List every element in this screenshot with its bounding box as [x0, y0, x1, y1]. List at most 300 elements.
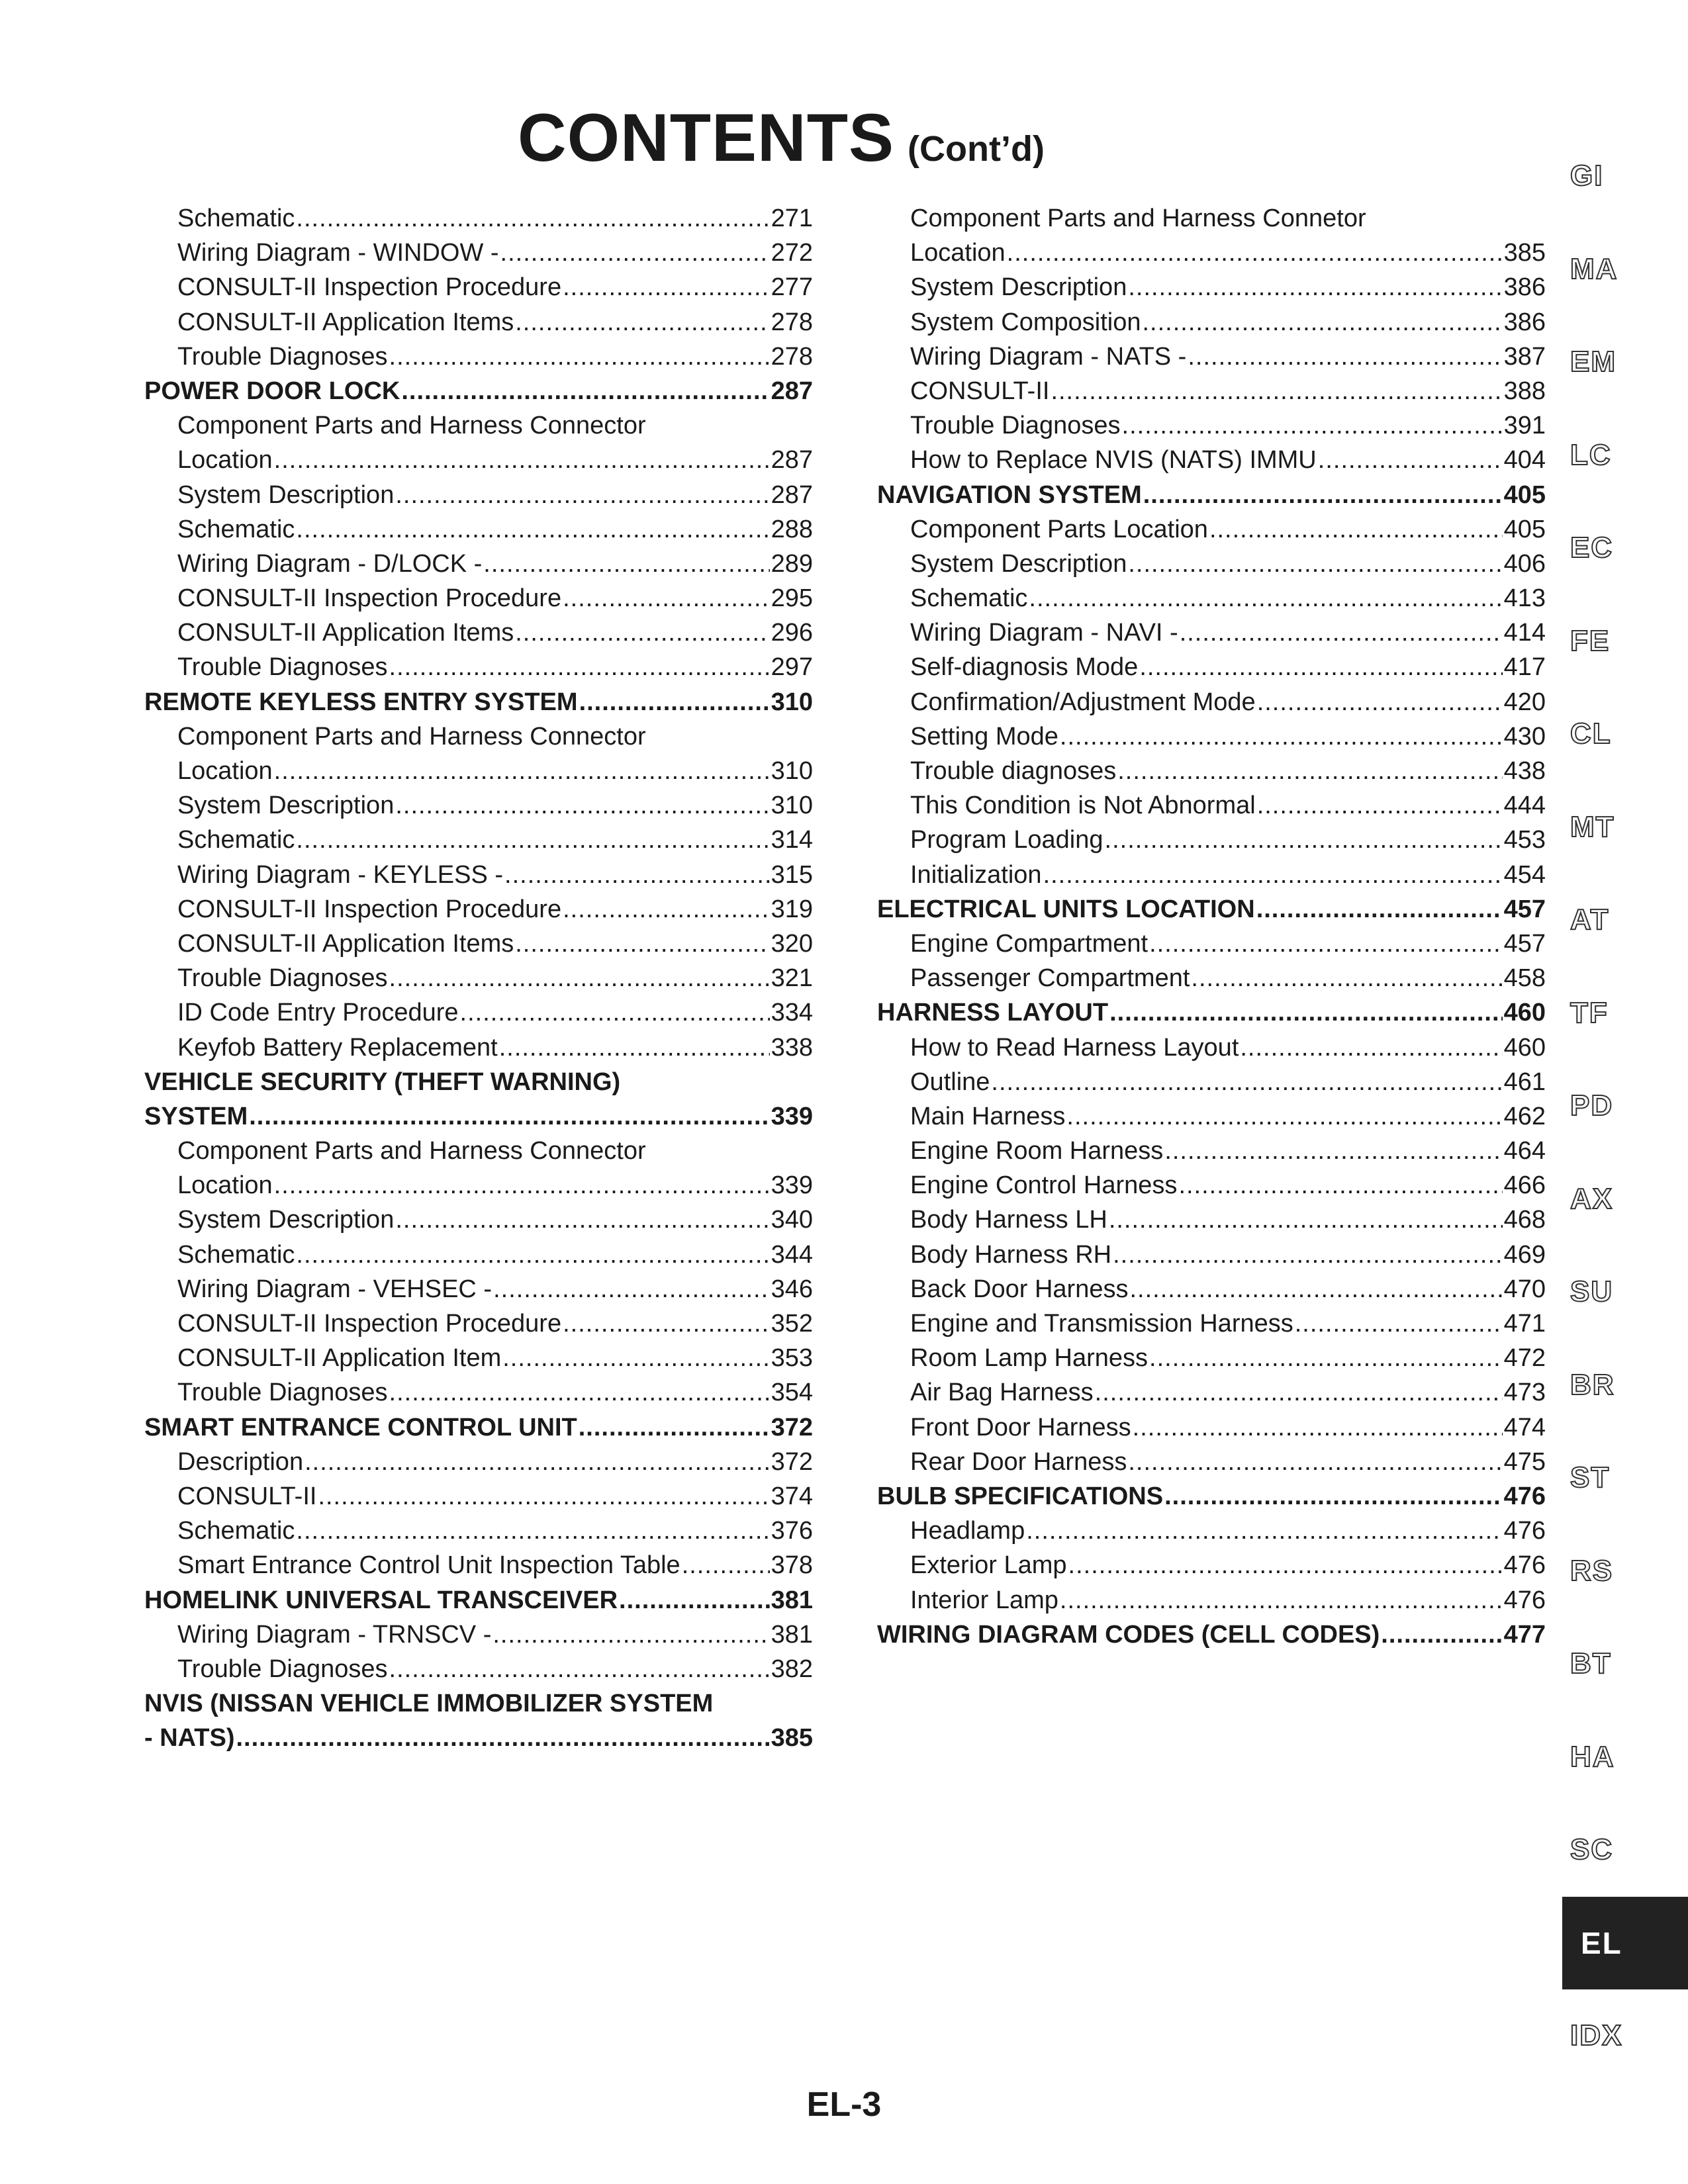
- toc-page-number: 315: [771, 860, 813, 889]
- dot-leader: [249, 1099, 769, 1134]
- toc-section-entry[interactable]: [144, 374, 813, 408]
- dot-leader: [1060, 1583, 1503, 1617]
- toc-entry-label: Component Parts and Harness Connetor: [910, 205, 1366, 232]
- toc-entry[interactable]: [144, 512, 813, 547]
- toc-page-number: 404: [1503, 446, 1546, 475]
- toc-entry[interactable]: [144, 443, 813, 477]
- toc-page-number: 420: [1503, 688, 1546, 716]
- toc-entry-label: Setting Mode: [910, 722, 1058, 751]
- toc-entry-label: Location: [910, 239, 1006, 267]
- toc-entry-label: Trouble Diagnoses: [177, 964, 388, 993]
- dot-leader: [274, 1168, 770, 1203]
- toc-entry-label: BULB SPECIFICATIONS: [877, 1482, 1164, 1510]
- toc-page-number: 277: [771, 273, 813, 302]
- toc-entry-label: ELECTRICAL UNITS LOCATION: [877, 895, 1255, 923]
- toc-entry[interactable]: [877, 823, 1546, 857]
- toc-page-number: 346: [771, 1275, 813, 1303]
- toc-entry[interactable]: [144, 650, 813, 684]
- section-tab-ec[interactable]: EC: [1570, 531, 1614, 565]
- toc-entry-label: Keyfob Battery Replacement: [177, 1033, 498, 1062]
- dot-leader: [1209, 512, 1503, 547]
- toc-entry[interactable]: [877, 305, 1546, 340]
- dot-leader: [296, 823, 769, 857]
- toc-entry[interactable]: [877, 1099, 1546, 1134]
- toc-page-number: 320: [771, 929, 813, 958]
- section-tab-tf[interactable]: TF: [1570, 996, 1609, 1029]
- toc-entry-label: Trouble Diagnoses: [177, 653, 388, 682]
- toc-page-number: 353: [771, 1344, 813, 1373]
- toc-entry-label: POWER DOOR LOCK: [144, 377, 400, 405]
- toc-page-number: 468: [1503, 1206, 1546, 1234]
- dot-leader: [389, 650, 770, 684]
- dot-leader: [1007, 236, 1503, 270]
- toc-page-number: 297: [771, 653, 813, 682]
- toc-entry-label: Schematic: [177, 1240, 295, 1269]
- toc-entry[interactable]: [877, 1203, 1546, 1237]
- toc-entry[interactable]: [144, 823, 813, 857]
- toc-page-number: 295: [771, 584, 813, 613]
- toc-page-number: 271: [771, 205, 813, 232]
- toc-page-number: 378: [771, 1551, 813, 1580]
- section-tab-gi[interactable]: GI: [1570, 159, 1604, 193]
- dot-leader: [1095, 1375, 1503, 1410]
- section-tab-ax[interactable]: AX: [1570, 1182, 1614, 1215]
- toc-entry-label: How to Replace NVIS (NATS) IMMU: [910, 446, 1317, 475]
- toc-page-number: 278: [771, 342, 813, 371]
- toc-page-number: 405: [1503, 480, 1546, 509]
- toc-entry-label: VEHICLE SECURITY (THEFT WARNING): [144, 1068, 621, 1096]
- toc-page-number: 288: [771, 515, 813, 543]
- toc-entry[interactable]: [877, 374, 1546, 408]
- toc-page-number: 386: [1503, 273, 1546, 302]
- toc-entry-label: Description: [177, 1447, 304, 1476]
- toc-entry[interactable]: [144, 1134, 813, 1168]
- dot-leader: [1188, 340, 1502, 374]
- toc-page-number: 414: [1503, 619, 1546, 647]
- toc-section-entry[interactable]: [144, 1065, 813, 1099]
- dot-leader: [1164, 1134, 1502, 1168]
- toc-page-number: 454: [1503, 860, 1546, 889]
- dot-leader: [500, 236, 770, 270]
- toc-page-number: 472: [1503, 1344, 1546, 1373]
- dot-leader: [483, 547, 769, 581]
- toc-page-number: 339: [771, 1102, 813, 1130]
- toc-section-entry[interactable]: [144, 685, 813, 719]
- toc-page-number: 475: [1503, 1447, 1546, 1476]
- toc-section-entry[interactable]: [144, 1721, 813, 1755]
- toc-entry-label: Headlamp: [910, 1517, 1025, 1545]
- toc-entry-label: NAVIGATION SYSTEM: [877, 480, 1142, 509]
- toc-page-number: 469: [1503, 1240, 1546, 1269]
- toc-entry-label: Location: [177, 757, 273, 785]
- toc-entry-label: Schematic: [910, 584, 1028, 613]
- toc-page-number: 374: [771, 1482, 813, 1510]
- toc-entry[interactable]: [877, 270, 1546, 304]
- toc-page-number: 344: [771, 1240, 813, 1269]
- dot-leader: [389, 1375, 770, 1410]
- toc-entry-label: System Composition: [910, 308, 1141, 336]
- toc-entry[interactable]: [144, 1652, 813, 1686]
- toc-entry[interactable]: [144, 408, 813, 443]
- toc-page-number: 386: [1503, 308, 1546, 336]
- dot-leader: [619, 1583, 770, 1617]
- dot-leader: [515, 927, 769, 961]
- toc-entry[interactable]: [877, 512, 1546, 547]
- dot-leader: [1257, 685, 1503, 719]
- toc-entry[interactable]: [144, 1272, 813, 1306]
- toc-entry-label: Exterior Lamp: [910, 1551, 1067, 1580]
- toc-entry[interactable]: [144, 1479, 813, 1514]
- toc-entry-label: This Condition is Not Abnormal: [910, 792, 1256, 820]
- toc-entry[interactable]: [144, 615, 813, 650]
- toc-entry[interactable]: [877, 581, 1546, 615]
- toc-section-entry[interactable]: [877, 478, 1546, 512]
- toc-page-number: 474: [1503, 1413, 1546, 1441]
- toc-page-number: 413: [1503, 584, 1546, 613]
- toc-entry[interactable]: [877, 547, 1546, 581]
- toc-entry[interactable]: [877, 340, 1546, 374]
- dot-leader: [1026, 1514, 1502, 1548]
- toc-entry-label: Schematic: [177, 515, 295, 543]
- toc-page-number: 444: [1503, 792, 1546, 820]
- toc-entry[interactable]: [144, 1617, 813, 1652]
- toc-page-number: 287: [771, 446, 813, 475]
- dot-leader: [1139, 650, 1502, 684]
- section-tab-em[interactable]: EM: [1570, 345, 1617, 379]
- toc-entry[interactable]: [877, 443, 1546, 477]
- dot-leader: [1029, 581, 1502, 615]
- dot-leader: [1051, 374, 1502, 408]
- toc-entry-label: WIRING DIAGRAM CODES (CELL CODES): [877, 1620, 1380, 1649]
- section-tab-su[interactable]: SU: [1570, 1275, 1614, 1308]
- toc-page-number: 319: [771, 895, 813, 923]
- dot-leader: [401, 374, 769, 408]
- toc-page-number: 430: [1503, 722, 1546, 751]
- toc-section-entry[interactable]: [877, 892, 1546, 927]
- toc-entry-label: CONSULT-II Inspection Procedure: [177, 584, 562, 613]
- section-tab-rs[interactable]: RS: [1570, 1554, 1614, 1587]
- section-tab-lc[interactable]: LC: [1570, 438, 1612, 471]
- dot-leader: [1109, 995, 1503, 1030]
- toc-entry[interactable]: [877, 1306, 1546, 1341]
- toc-entry-label: Wiring Diagram - TRNSCV -: [177, 1620, 492, 1649]
- dot-leader: [563, 270, 770, 304]
- toc-page-number: 372: [771, 1447, 813, 1476]
- dot-leader: [991, 1065, 1502, 1099]
- toc-entry-label: Wiring Diagram - NAVI -: [910, 619, 1178, 647]
- dot-leader: [395, 1203, 769, 1237]
- toc-entry-label: Wiring Diagram - WINDOW -: [177, 239, 499, 267]
- toc-entry[interactable]: [144, 1306, 813, 1341]
- toc-entry-label: CONSULT-II Inspection Procedure: [177, 895, 562, 923]
- dot-leader: [1318, 443, 1503, 477]
- toc-entry[interactable]: [144, 270, 813, 304]
- toc-entry-label: NVIS (NISSAN VEHICLE IMMOBILIZER SYSTEM: [144, 1690, 714, 1718]
- section-tab-br[interactable]: BR: [1570, 1368, 1615, 1401]
- dot-leader: [563, 1306, 770, 1341]
- dot-leader: [274, 443, 770, 477]
- toc-entry[interactable]: [144, 236, 813, 270]
- toc-page-number: 476: [1503, 1586, 1546, 1614]
- toc-page-number: 385: [771, 1724, 813, 1752]
- section-tab-cl[interactable]: CL: [1570, 717, 1612, 751]
- dot-leader: [493, 1272, 770, 1306]
- toc-page-number: 272: [771, 239, 813, 267]
- toc-entry[interactable]: [877, 927, 1546, 961]
- toc-page-number: 310: [771, 792, 813, 820]
- toc-entry[interactable]: [877, 858, 1546, 892]
- title-subtitle: (Cont’d): [908, 129, 1045, 169]
- toc-entry-label: How to Read Harness Layout: [910, 1033, 1239, 1062]
- section-tab-mt[interactable]: MT: [1570, 810, 1615, 843]
- dot-leader: [682, 1548, 770, 1582]
- section-tab-sc[interactable]: SC: [1570, 1833, 1614, 1866]
- toc-page-number: 406: [1503, 549, 1546, 578]
- toc-entry-label: Initialization: [910, 860, 1042, 889]
- toc-entry-label: Schematic: [177, 826, 295, 854]
- dot-leader: [1113, 1238, 1502, 1272]
- toc-entry-label: Confirmation/Adjustment Mode: [910, 688, 1256, 716]
- toc-entry-label: CONSULT-II: [177, 1482, 317, 1510]
- toc-page-number: 476: [1503, 1482, 1546, 1510]
- dot-leader: [1068, 1548, 1503, 1582]
- toc-page-number: 460: [1503, 999, 1546, 1027]
- toc-entry[interactable]: [144, 340, 813, 374]
- dot-leader: [1240, 1030, 1502, 1065]
- dot-leader: [492, 1617, 769, 1652]
- toc-section-entry[interactable]: [144, 1583, 813, 1617]
- toc-entry[interactable]: [877, 1583, 1546, 1617]
- toc-section-entry[interactable]: [877, 1617, 1546, 1652]
- toc-section-entry[interactable]: [144, 1686, 813, 1721]
- toc-entry[interactable]: [877, 615, 1546, 650]
- toc-page-number: 438: [1503, 757, 1546, 785]
- dot-leader: [1043, 858, 1503, 892]
- dot-leader: [1117, 754, 1502, 788]
- toc-entry[interactable]: [144, 305, 813, 340]
- toc-entry[interactable]: [877, 1065, 1546, 1099]
- toc-entry-label: Schematic: [177, 205, 295, 232]
- toc-entry-label: Program Loading: [910, 826, 1103, 854]
- toc-entry[interactable]: [877, 788, 1546, 823]
- section-tab-el[interactable]: EL: [1562, 1897, 1688, 1990]
- toc-entry[interactable]: [144, 1514, 813, 1548]
- toc-entry[interactable]: [144, 478, 813, 512]
- toc-entry[interactable]: [877, 1238, 1546, 1272]
- dot-leader: [563, 892, 770, 927]
- toc-entry[interactable]: [144, 961, 813, 995]
- dot-leader: [502, 1341, 769, 1375]
- toc-entry[interactable]: [144, 201, 813, 236]
- toc-entry-label: Interior Lamp: [910, 1586, 1058, 1614]
- toc-entry-label: Wiring Diagram - KEYLESS -: [177, 860, 504, 889]
- toc-entry-label: System Description: [910, 549, 1127, 578]
- dot-leader: [579, 685, 770, 719]
- toc-entry[interactable]: [877, 1514, 1546, 1548]
- toc-page-number: 310: [771, 757, 813, 785]
- toc-entry-label: Trouble Diagnoses: [910, 412, 1121, 440]
- section-tab-ma[interactable]: MA: [1570, 252, 1618, 285]
- dot-leader: [1128, 547, 1502, 581]
- dot-leader: [504, 858, 770, 892]
- toc-entry[interactable]: [144, 581, 813, 615]
- toc-entry-label: CONSULT-II Inspection Procedure: [177, 1310, 562, 1338]
- dot-leader: [1178, 1168, 1502, 1203]
- toc-entry-label: Smart Entrance Control Unit Inspection Table: [177, 1551, 680, 1580]
- dot-leader: [1109, 1203, 1503, 1237]
- toc-entry-label: Air Bag Harness: [910, 1379, 1094, 1407]
- dot-leader: [274, 754, 770, 788]
- toc-page-number: 462: [1503, 1102, 1546, 1130]
- toc-entry[interactable]: [877, 1168, 1546, 1203]
- page-number: EL-3: [806, 2085, 882, 2124]
- section-tabs: [1562, 130, 1688, 2083]
- section-tab-pd[interactable]: PD: [1570, 1089, 1614, 1122]
- toc-page-number: 385: [1503, 239, 1546, 267]
- toc-entry-label: CONSULT-II Inspection Procedure: [177, 273, 562, 302]
- toc-entry[interactable]: [144, 719, 813, 754]
- toc-entry[interactable]: [144, 788, 813, 823]
- toc-entry-label: Component Parts and Harness Connector: [177, 1137, 646, 1165]
- toc-entry-label: Engine Control Harness: [910, 1171, 1178, 1200]
- toc-entry[interactable]: [144, 547, 813, 581]
- toc-section-entry[interactable]: [144, 1410, 813, 1445]
- dot-leader: [1142, 305, 1502, 340]
- toc-entry[interactable]: [877, 1134, 1546, 1168]
- dot-leader: [1381, 1617, 1502, 1652]
- contents-right-column: [877, 201, 1546, 1652]
- dot-leader: [1129, 1272, 1502, 1306]
- toc-page-number: 381: [771, 1586, 813, 1614]
- dot-leader: [296, 512, 769, 547]
- toc-entry[interactable]: [877, 650, 1546, 684]
- toc-entry[interactable]: [877, 685, 1546, 719]
- dot-leader: [1105, 823, 1503, 857]
- toc-page-number: 391: [1503, 412, 1546, 440]
- toc-entry[interactable]: [144, 1445, 813, 1479]
- toc-page-number: 470: [1503, 1275, 1546, 1303]
- toc-entry[interactable]: [877, 408, 1546, 443]
- toc-entry-label: Body Harness LH: [910, 1206, 1107, 1234]
- toc-entry-label: System Description: [177, 480, 395, 509]
- toc-entry-label: SMART ENTRANCE CONTROL UNIT: [144, 1413, 577, 1441]
- dot-leader: [1191, 961, 1502, 995]
- toc-page-number: 453: [1503, 826, 1546, 854]
- toc-section-entry[interactable]: [877, 1479, 1546, 1514]
- page-title: [0, 99, 1562, 177]
- section-tab-bt[interactable]: BT: [1570, 1647, 1612, 1680]
- toc-page-number: 417: [1503, 653, 1546, 682]
- toc-entry[interactable]: [144, 1375, 813, 1410]
- toc-entry-label: Main Harness: [910, 1102, 1066, 1130]
- title-main: CONTENTS: [518, 100, 895, 175]
- toc-entry-label: Rear Door Harness: [910, 1447, 1127, 1476]
- section-tab-fe[interactable]: FE: [1570, 624, 1611, 657]
- toc-section-entry[interactable]: [877, 995, 1546, 1030]
- toc-page-number: 464: [1503, 1137, 1546, 1165]
- toc-entry[interactable]: [877, 719, 1546, 754]
- toc-page-number: 476: [1503, 1551, 1546, 1580]
- toc-entry[interactable]: [144, 1341, 813, 1375]
- toc-entry[interactable]: [877, 1030, 1546, 1065]
- toc-page-number: 296: [771, 619, 813, 647]
- toc-entry[interactable]: [877, 201, 1546, 236]
- dot-leader: [389, 961, 770, 995]
- toc-entry-label: Engine Room Harness: [910, 1137, 1164, 1165]
- toc-page-number: 310: [771, 688, 813, 716]
- toc-page-number: 387: [1503, 342, 1546, 371]
- toc-entry[interactable]: [877, 1445, 1546, 1479]
- toc-entry-label: Wiring Diagram - D/LOCK -: [177, 549, 483, 578]
- toc-entry[interactable]: [144, 858, 813, 892]
- toc-section-entry[interactable]: [144, 1099, 813, 1134]
- section-tab-ha[interactable]: HA: [1570, 1740, 1615, 1773]
- toc-entry[interactable]: [144, 1238, 813, 1272]
- toc-entry[interactable]: [877, 1272, 1546, 1306]
- toc-entry[interactable]: [877, 236, 1546, 270]
- toc-entry-label: System Description: [177, 1206, 395, 1234]
- section-tab-idx[interactable]: IDX: [1570, 2019, 1623, 2052]
- toc-entry[interactable]: [144, 1203, 813, 1237]
- dot-leader: [1256, 892, 1503, 927]
- toc-page-number: 473: [1503, 1379, 1546, 1407]
- toc-entry[interactable]: [144, 1168, 813, 1203]
- dot-leader: [1122, 408, 1503, 443]
- dot-leader: [1066, 1099, 1502, 1134]
- toc-entry[interactable]: [877, 1548, 1546, 1582]
- toc-page-number: 339: [771, 1171, 813, 1200]
- toc-entry-label: CONSULT-II Application Items: [177, 929, 514, 958]
- toc-entry-label: Engine and Transmission Harness: [910, 1310, 1293, 1338]
- toc-entry-label: Body Harness RH: [910, 1240, 1112, 1269]
- dot-leader: [1128, 1445, 1502, 1479]
- toc-entry-label: Back Door Harness: [910, 1275, 1129, 1303]
- toc-entry[interactable]: [877, 1375, 1546, 1410]
- toc-entry-label: Trouble Diagnoses: [177, 1379, 388, 1407]
- toc-entry[interactable]: [144, 754, 813, 788]
- toc-entry-label: REMOTE KEYLESS ENTRY SYSTEM: [144, 688, 578, 716]
- toc-entry-label: Schematic: [177, 1517, 295, 1545]
- toc-entry[interactable]: [877, 961, 1546, 995]
- toc-entry-label: ID Code Entry Procedure: [177, 999, 459, 1027]
- toc-entry[interactable]: [144, 892, 813, 927]
- dot-leader: [296, 1238, 769, 1272]
- toc-entry[interactable]: [144, 927, 813, 961]
- toc-page-number: 278: [771, 308, 813, 336]
- section-tab-st[interactable]: ST: [1570, 1461, 1611, 1494]
- toc-page-number: 460: [1503, 1033, 1546, 1062]
- toc-page-number: 477: [1503, 1620, 1546, 1649]
- dot-leader: [1133, 1410, 1503, 1445]
- toc-entry-label: Wiring Diagram - NATS -: [910, 342, 1187, 371]
- toc-page-number: 352: [771, 1310, 813, 1338]
- toc-entry[interactable]: [144, 1030, 813, 1065]
- toc-entry-label: Outline: [910, 1068, 990, 1096]
- toc-entry[interactable]: [144, 995, 813, 1030]
- dot-leader: [515, 615, 769, 650]
- dot-leader: [1257, 788, 1503, 823]
- toc-entry[interactable]: [144, 1548, 813, 1582]
- toc-entry[interactable]: [877, 1341, 1546, 1375]
- section-tab-at[interactable]: AT: [1570, 903, 1610, 936]
- toc-entry-label: Location: [177, 446, 273, 475]
- toc-entry-label: System Description: [177, 792, 395, 820]
- dot-leader: [579, 1410, 770, 1445]
- toc-entry-label: Component Parts Location: [910, 515, 1208, 543]
- toc-entry[interactable]: [877, 1410, 1546, 1445]
- toc-entry[interactable]: [877, 754, 1546, 788]
- toc-entry-label: - NATS): [144, 1724, 235, 1752]
